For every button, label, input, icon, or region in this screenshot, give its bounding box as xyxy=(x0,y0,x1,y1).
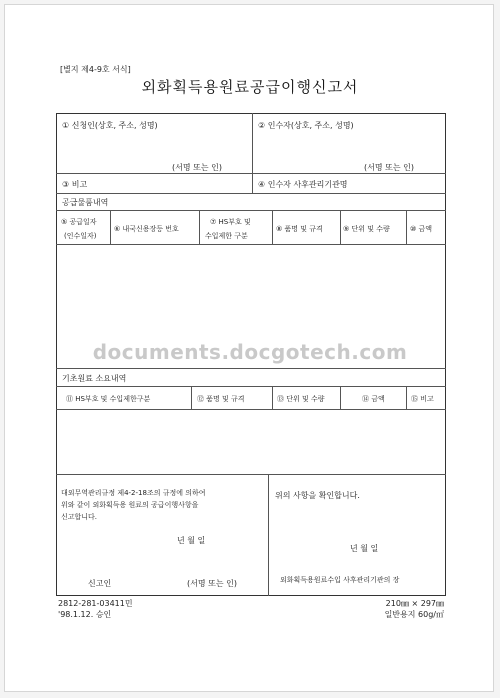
col-divider xyxy=(406,386,407,409)
material-quantity-header: ⑬ 단위 및 수량 xyxy=(277,395,325,403)
applicant-label: ① 신청인(상호, 주소, 성명) xyxy=(62,121,158,130)
form-code: [별지 제4-9호 서식] xyxy=(60,65,131,74)
row-divider xyxy=(56,244,446,245)
col-divider xyxy=(268,474,269,596)
paper-size: 210㎜ × 297㎜ xyxy=(385,599,444,608)
declaration-line-3: 신고합니다. xyxy=(61,513,98,521)
recipient-agency-label: ④ 인수자 사후관리기관명 xyxy=(258,180,348,189)
col-divider xyxy=(340,386,341,409)
remarks-label: ③ 비고 xyxy=(62,180,88,189)
row-divider xyxy=(56,368,446,369)
supply-section-label: 공급물품내역 xyxy=(62,198,109,207)
declaration-line-2: 위와 같이 외화획득용 원료의 공급이행사항을 xyxy=(61,501,199,509)
authority-label: 외화획득용원료수입 사후관리기관의 장 xyxy=(280,576,400,584)
col-divider xyxy=(406,210,407,244)
form-title: 외화획득용원료공급이행신고서 xyxy=(141,78,359,96)
row-divider xyxy=(56,386,446,387)
unit-quantity-header: ⑨ 단위 및 수량 xyxy=(343,225,390,233)
col-divider xyxy=(340,210,341,244)
reporter-label: 신고인 xyxy=(88,579,112,588)
hs-code-header: ⑦ HS부호 및 xyxy=(210,218,251,226)
confirmation-date: 년 월 일 xyxy=(350,544,379,553)
material-hs-header: ⑪ HS부호 및 수입제한구분 xyxy=(66,395,151,403)
col-divider xyxy=(199,210,200,244)
form-number: 2812-281-03411민 xyxy=(58,599,133,608)
row-divider xyxy=(56,474,446,475)
col-divider xyxy=(110,210,111,244)
col-divider xyxy=(272,386,273,409)
col-divider xyxy=(252,113,253,193)
receipt-date-header: (인수일자) xyxy=(64,232,97,240)
supply-date-header: ⑤ 공급일자 xyxy=(61,218,97,226)
approval-date: '98.1.12. 승인 xyxy=(58,610,112,619)
watermark: documents.docgotech.com xyxy=(92,340,408,364)
item-spec-header: ⑧ 품명 및 규격 xyxy=(276,225,323,233)
recipient-label: ② 인수자(상호, 주소, 성명) xyxy=(258,121,354,130)
applicant-sign: (서명 또는 인) xyxy=(172,163,222,172)
row-divider xyxy=(56,173,446,174)
row-divider xyxy=(56,210,446,211)
material-remarks-header: ⑮ 비고 xyxy=(411,395,434,403)
credit-number-header: ⑥ 내국신용장등 번호 xyxy=(114,225,179,233)
material-section-label: 기초원료 소요내역 xyxy=(62,374,127,383)
paper-type: 일반용지 60g/㎡ xyxy=(384,610,444,619)
confirmation-text: 위의 사항을 확인합니다. xyxy=(275,491,360,500)
reporter-sign: (서명 또는 인) xyxy=(187,579,237,588)
col-divider xyxy=(191,386,192,409)
import-restriction-header: 수입제한 구분 xyxy=(205,232,248,240)
row-divider xyxy=(56,409,446,410)
declaration-date: 년 월 일 xyxy=(177,536,206,545)
recipient-sign: (서명 또는 인) xyxy=(364,163,414,172)
material-item-header: ⑫ 품명 및 규격 xyxy=(197,395,245,403)
row-divider xyxy=(56,193,446,194)
col-divider xyxy=(272,210,273,244)
material-amount-header: ⑭ 금액 xyxy=(362,395,385,403)
amount-header: ⑩ 금액 xyxy=(410,225,433,233)
declaration-line-1: 대외무역관리규정 제4-2-18조의 규정에 의하여 xyxy=(61,489,206,497)
